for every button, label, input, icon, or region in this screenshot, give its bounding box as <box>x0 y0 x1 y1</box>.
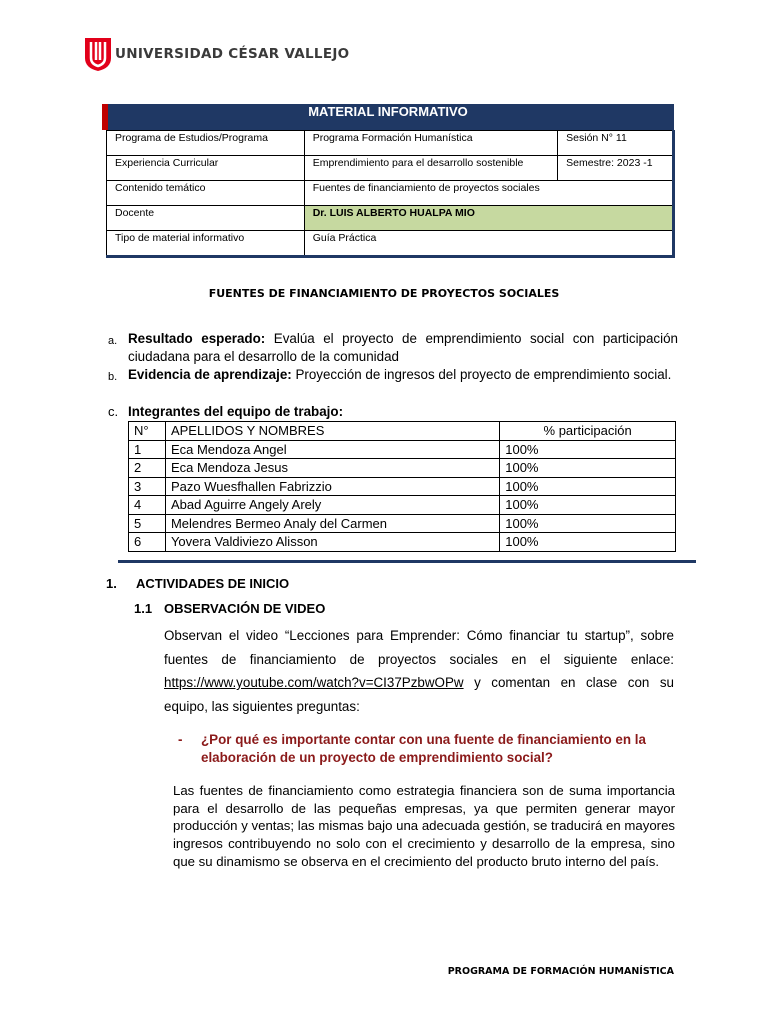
table-row <box>129 496 676 515</box>
member-name: Eca Mendoza Jesus <box>165 459 499 478</box>
participation: 100% <box>500 496 676 515</box>
divider <box>118 560 696 563</box>
list-marker: c. <box>108 404 119 419</box>
table-row <box>107 206 674 231</box>
table-row <box>129 477 676 496</box>
instructions-paragraph <box>164 624 674 718</box>
table-row <box>107 181 674 206</box>
item-label: Resultado esperado: <box>128 331 266 346</box>
paragraph-text: y comentan en clase con su equipo, las siguientes preguntas: <box>164 675 674 714</box>
table-row <box>129 459 676 478</box>
team-table <box>128 421 676 552</box>
info-cell: Fuentes de financiamiento de proyectos sociales <box>304 181 673 206</box>
table-row <box>107 231 674 256</box>
university-logo <box>83 36 113 72</box>
list-marker: b. <box>108 371 118 383</box>
document-title: FUENTES DE FINANCIAMIENTO DE PROYECTOS SOCIALES <box>208 287 560 300</box>
question <box>178 731 678 767</box>
table-row <box>107 156 674 181</box>
docente-cell: Dr. LUIS ALBERTO HUALPA MIO <box>304 206 673 231</box>
info-cell: Programa de Estudios/Programa <box>107 131 305 156</box>
info-cell: Docente <box>107 206 305 231</box>
section-number: 1. <box>106 576 117 591</box>
table-border-accent <box>106 255 674 258</box>
red-accent <box>102 104 108 130</box>
participation: 100% <box>500 514 676 533</box>
table-row <box>129 533 676 552</box>
row-number: 3 <box>129 477 166 496</box>
info-cell: Emprendimiento para el desarrollo sostenible <box>304 156 557 181</box>
participation: 100% <box>500 440 676 459</box>
member-name: Melendres Bermeo Analy del Carmen <box>165 514 499 533</box>
member-name: Yovera Valdiviezo Alisson <box>165 533 499 552</box>
answer-paragraph: Las fuentes de financiamiento como estrategia financiera son de suma importancia para el desarrollo de las pequeñas empresas, ya que permiten generar mayor producción y ventas; las mismas bajo una adecuada gestión, se traducirá en mayores ingresos contribuyendo no solo con el crecimiento y desarrollo de la empresa, sino que su dinamismo se observa en el crecimiento del producto bruto interno del país. <box>173 783 675 869</box>
column-header: APELLIDOS Y NOMBRES <box>165 422 499 441</box>
ucv-shield-icon <box>83 36 113 72</box>
row-number: 5 <box>129 514 166 533</box>
section-title: ACTIVIDADES DE INICIO <box>136 576 290 591</box>
university-name: UNIVERSIDAD CÉSAR VALLEJO <box>115 46 350 62</box>
column-header: % participación <box>500 422 676 441</box>
info-cell: Programa Formación Humanística <box>304 131 557 156</box>
member-name: Pazo Wuesfhallen Fabrizzio <box>165 477 499 496</box>
footer-text: PROGRAMA DE FORMACIÓN HUMANÍSTICA <box>447 966 674 977</box>
list-item <box>108 366 678 384</box>
table-row <box>129 440 676 459</box>
section-title: OBSERVACIÓN DE VIDEO <box>164 601 326 616</box>
paragraph-text: Observan el video “Lecciones para Emprender: Cómo financiar tu startup”, sobre fuentes de financiamiento de proyectos sociales en el siguiente enlace: <box>164 628 674 667</box>
material-title-bar <box>102 104 674 130</box>
table-border-accent <box>672 130 675 258</box>
info-cell: Semestre: 2023 -1 <box>558 156 674 181</box>
section-heading <box>106 576 289 591</box>
material-title: MATERIAL INFORMATIVO <box>308 104 468 119</box>
subsection-heading <box>134 601 325 616</box>
list-item <box>108 403 678 421</box>
info-cell: Guía Práctica <box>304 231 673 256</box>
info-cell: Tipo de material informativo <box>107 231 305 256</box>
participation: 100% <box>500 459 676 478</box>
info-cell: Experiencia Curricular <box>107 156 305 181</box>
list-marker: a. <box>108 335 118 347</box>
participation: 100% <box>500 477 676 496</box>
table-header-row <box>129 422 676 441</box>
row-number: 1 <box>129 440 166 459</box>
table-row <box>107 131 674 156</box>
participation: 100% <box>500 533 676 552</box>
member-name: Eca Mendoza Angel <box>165 440 499 459</box>
item-label: Integrantes del equipo de trabajo: <box>128 404 344 419</box>
info-cell: Sesión N° 11 <box>558 131 674 156</box>
question-text: ¿Por qué es importante contar con una fuente de financiamiento en la elaboración de un proyecto de emprendimiento social? <box>201 732 646 765</box>
table-row <box>129 514 676 533</box>
column-header: N° <box>129 422 166 441</box>
member-name: Abad Aguirre Angely Arely <box>165 496 499 515</box>
video-link[interactable]: https://www.youtube.com/watch?v=CI37PzbwOPw <box>164 675 464 690</box>
section-number: 1.1 <box>134 601 153 616</box>
bullet-dash: - <box>178 732 183 747</box>
row-number: 2 <box>129 459 166 478</box>
info-cell: Contenido temático <box>107 181 305 206</box>
info-table <box>106 130 674 256</box>
row-number: 4 <box>129 496 166 515</box>
list-item <box>108 330 678 366</box>
row-number: 6 <box>129 533 166 552</box>
item-text: Proyección de ingresos del proyecto de emprendimiento social. <box>291 367 672 382</box>
item-text: Evalúa el proyecto de emprendimiento social con participación ciudadana para el desarrollo de la comunidad <box>128 331 678 364</box>
item-label: Evidencia de aprendizaje: <box>128 367 292 382</box>
